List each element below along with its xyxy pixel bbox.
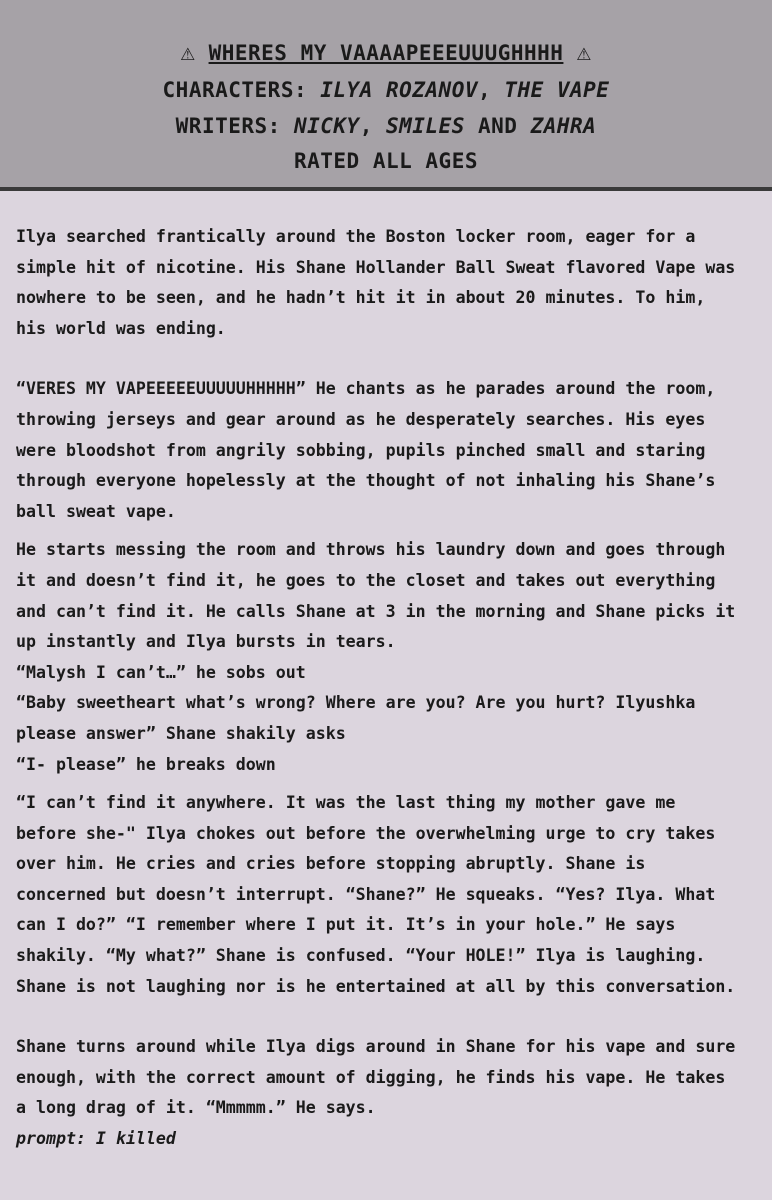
story-title: WHERES MY VAAAAPEEEUUUGHHHH xyxy=(208,41,564,65)
writer-name: NICKY xyxy=(293,114,360,138)
warning-triangle-icon: ⚠ xyxy=(576,38,592,66)
story-paragraph: “I can’t find it anywhere. It was the last thing my mother gave me before she-" Ilya chokes out before the overwhelming urge to cry takes over him. He cries and cries before stopping abruptly. Shane is concerned but doesn’t interrupt. “Shane?” He squeaks. “Yes? Ilya. What can I do?” “I remember where I put it. It’s in your hole.” He says shakily. “My what?” Shane is confused. “Your HOLE!” Ilya is laughing. Shane is not laughing nor is he entertained at all by this conversation. xyxy=(16,793,736,996)
writer-name: ZAHRA xyxy=(530,114,597,138)
character-name: ILYA ROZANOV xyxy=(320,78,478,102)
header-banner xyxy=(0,0,772,191)
conjunction: AND xyxy=(478,114,518,138)
separator: , xyxy=(359,114,373,138)
story-paragraph: Shane turns around while Ilya digs around in Shane for his vape and sure enough, with the correct amount of digging, he finds his vape. He takes a long drag of it. “Mmmmm.” He says. xyxy=(16,1037,736,1118)
story-paragraph: “VERES MY VAPEEEEEUUUUUHHHHH” He chants as he parades around the room, throwing jerseys and gear around as he desperately searches. His eyes were bloodshot from angrily sobbing, pupils pinched small and staring through everyone hopelessly at the thought of not inhaling his Shane’s ball sweat vape. xyxy=(16,379,716,521)
warning-triangle-icon: ⚠ xyxy=(180,38,196,66)
writers-label: WRITERS: xyxy=(175,114,281,138)
rating-line: RATED ALL AGES xyxy=(293,149,478,173)
title-line xyxy=(0,37,772,68)
character-name: THE VAPE xyxy=(504,78,610,102)
writers-line xyxy=(0,111,772,141)
writer-name: SMILES xyxy=(386,114,465,138)
story-paragraph: He starts messing the room and throws his laundry down and goes through it and doesn’t find it, he goes to the closet and takes out everything and can’t find it. He calls Shane at 3 in the morning and Shane picks it up instantly and Ilya bursts in tears. “Malysh I can’t…” he sobs out “Baby sweetheart what’s wrong? Where are you? Are you hurt? Ilyushka please answer” Shane shakily asks “I- please” he breaks down xyxy=(16,540,736,774)
story-body xyxy=(16,222,761,1155)
characters-line xyxy=(0,75,772,105)
prompt-credit: prompt: I killed xyxy=(16,1129,176,1149)
separator: , xyxy=(477,78,492,102)
story-paragraph: Ilya searched frantically around the Boston locker room, eager for a simple hit of nicotine. His Shane Hollander Ball Sweat flavored Vape was nowhere to be seen, and he hadn’t hit it in about 20 minutes. To him, his world was ending. xyxy=(16,227,736,338)
characters-label: CHARACTERS: xyxy=(162,78,308,102)
